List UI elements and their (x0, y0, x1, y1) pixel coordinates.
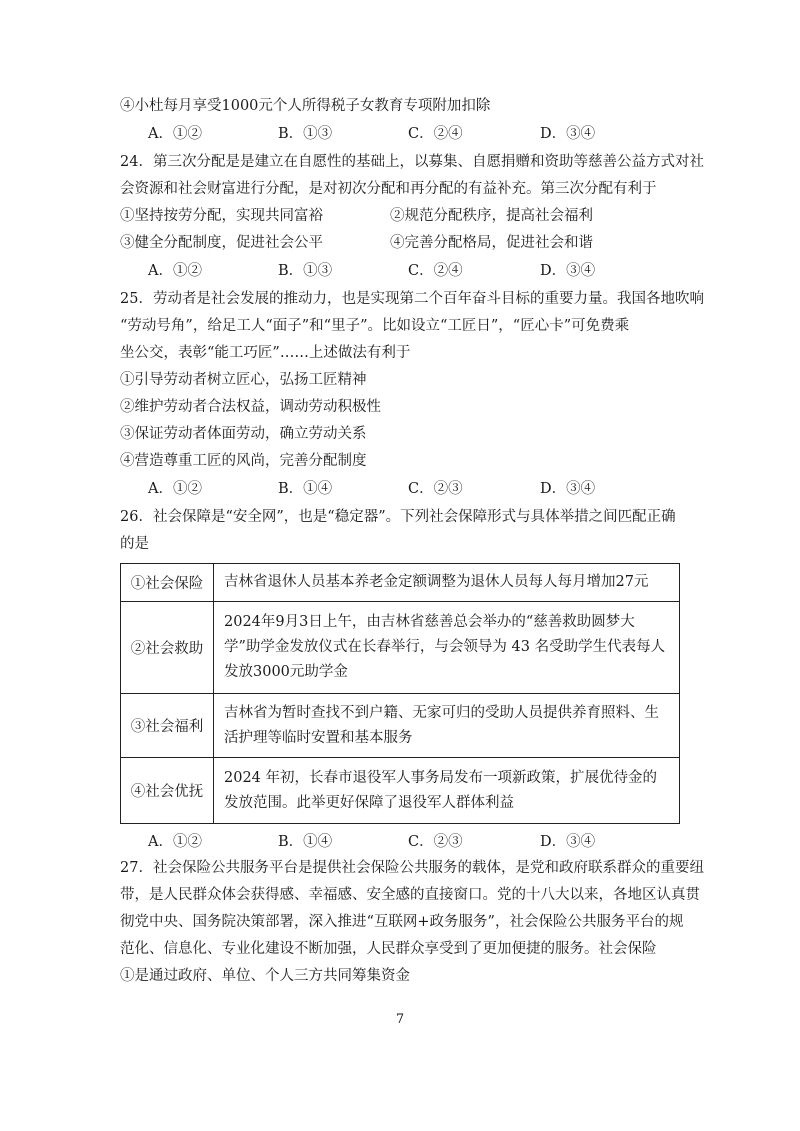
row-label: ④社会优抚 (121, 758, 214, 824)
table-row (121, 602, 680, 694)
q26-option-d[interactable]: D．③④ (540, 834, 596, 850)
q23-option-a[interactable]: A．①② (148, 126, 202, 142)
q23-option-d[interactable]: D．③④ (540, 126, 596, 142)
q26-option-a[interactable]: A．①② (148, 834, 202, 850)
q25-item-4: ④营造尊重工匠的风尚，完善分配制度 (120, 453, 367, 469)
q27-item-1: ①是通过政府、单位、个人三方共同筹集资金 (120, 968, 410, 984)
q25-stem-line-1: 25．劳动者是社会发展的推动力，也是实现第二个百年奋斗目标的重要力量。我国各地吹响 (120, 291, 704, 307)
q25-option-b[interactable]: B．①④ (278, 481, 333, 497)
q24-stem-line-2: 会资源和社会财富进行分配，是对初次分配和再分配的有益补充。第三次分配有利于 (120, 181, 657, 197)
table-row (121, 694, 680, 758)
q23-item-4: ④小杜每月享受1000元个人所得税子女教育专项附加扣除 (120, 98, 491, 114)
row-description: 吉林省退休人员基本养老金定额调整为退休人员每人每月增加27元 (214, 564, 680, 602)
q27-stem-line-1: 27．社会保险公共服务平台是提供社会保险公共服务的载体，是党和政府联系群众的重要纽 (120, 860, 704, 876)
q24-option-b[interactable]: B．①③ (278, 263, 333, 279)
q25-option-d[interactable]: D．③④ (540, 481, 596, 497)
q25-item-1: ①引导劳动者树立匠心，弘扬工匠精神 (120, 372, 367, 388)
q25-item-3: ③保证劳动者体面劳动，确立劳动关系 (120, 426, 367, 442)
table-row (121, 758, 680, 824)
q24-option-d[interactable]: D．③④ (540, 263, 596, 279)
q24-item-3: ③健全分配制度，促进社会公平 (120, 235, 323, 251)
table-row (121, 564, 680, 602)
row-description: 2024年9月3日上午，由吉林省慈善总会举办的“慈善救助圆梦大学”助学金发放仪式在长春举行，与会领导为 43 名受助学生代表每人发放3000元助学金 (214, 602, 680, 694)
q26-option-b[interactable]: B．①④ (278, 834, 333, 850)
q25-stem-line-3: 坐公交，表彰“能工巧匠”……上述做法有利于 (120, 345, 411, 361)
q26-stem-line-2: 的是 (120, 536, 149, 552)
row-description: 2024 年初，长春市退役军人事务局发布一项新政策，扩展优待金的发放范围。此举更好保障了退役军人群体利益 (214, 758, 680, 824)
q23-option-c[interactable]: C．②④ (408, 126, 463, 142)
q26-stem-line-1: 26．社会保障是“安全网”，也是“稳定器”。下列社会保障形式与具体举措之间匹配正确 (120, 509, 676, 525)
q24-item-2: ②规范分配秩序，提高社会福利 (390, 208, 593, 224)
q24-item-4: ④完善分配格局，促进社会和谐 (390, 235, 593, 251)
q26-option-c[interactable]: C．②③ (408, 834, 463, 850)
row-label: ①社会保险 (121, 564, 214, 602)
q24-item-1: ①坚持按劳分配，实现共同富裕 (120, 208, 323, 224)
q25-stem-line-2: “劳动号角”，给足工人“面子”和“里子”。比如设立“工匠日”，“匠心卡”可免费乘 (120, 318, 630, 334)
q25-item-2: ②维护劳动者合法权益，调动劳动积极性 (120, 399, 381, 415)
q27-stem-line-3: 彻党中央、国务院决策部署，深入推进“互联网+政务服务”，社会保险公共服务平台的规 (120, 914, 684, 930)
row-label: ③社会福利 (121, 694, 214, 758)
q27-stem-line-2: 带，是人民群众体会获得感、幸福感、安全感的直接窗口。党的十八大以来，各地区认真贯 (120, 887, 700, 903)
q24-stem-line-1: 24．第三次分配是是建立在自愿性的基础上，以募集、自愿捐赠和资助等慈善公益方式对社 (120, 154, 704, 170)
page-number: 7 (395, 1012, 405, 1027)
q26-matching-table (120, 563, 680, 824)
row-description: 吉林省为暂时查找不到户籍、无家可归的受助人员提供养育照料、生活护理等临时安置和基本服务 (214, 694, 680, 758)
q24-option-c[interactable]: C．②④ (408, 263, 463, 279)
q25-option-c[interactable]: C．②③ (408, 481, 463, 497)
q25-option-a[interactable]: A．①② (148, 481, 202, 497)
q27-stem-line-4: 范化、信息化、专业化建设不断加强，人民群众享受到了更加便捷的服务。社会保险 (120, 941, 657, 957)
row-label: ②社会救助 (121, 602, 214, 694)
q24-option-a[interactable]: A．①② (148, 263, 202, 279)
q23-option-b[interactable]: B．①③ (278, 126, 333, 142)
